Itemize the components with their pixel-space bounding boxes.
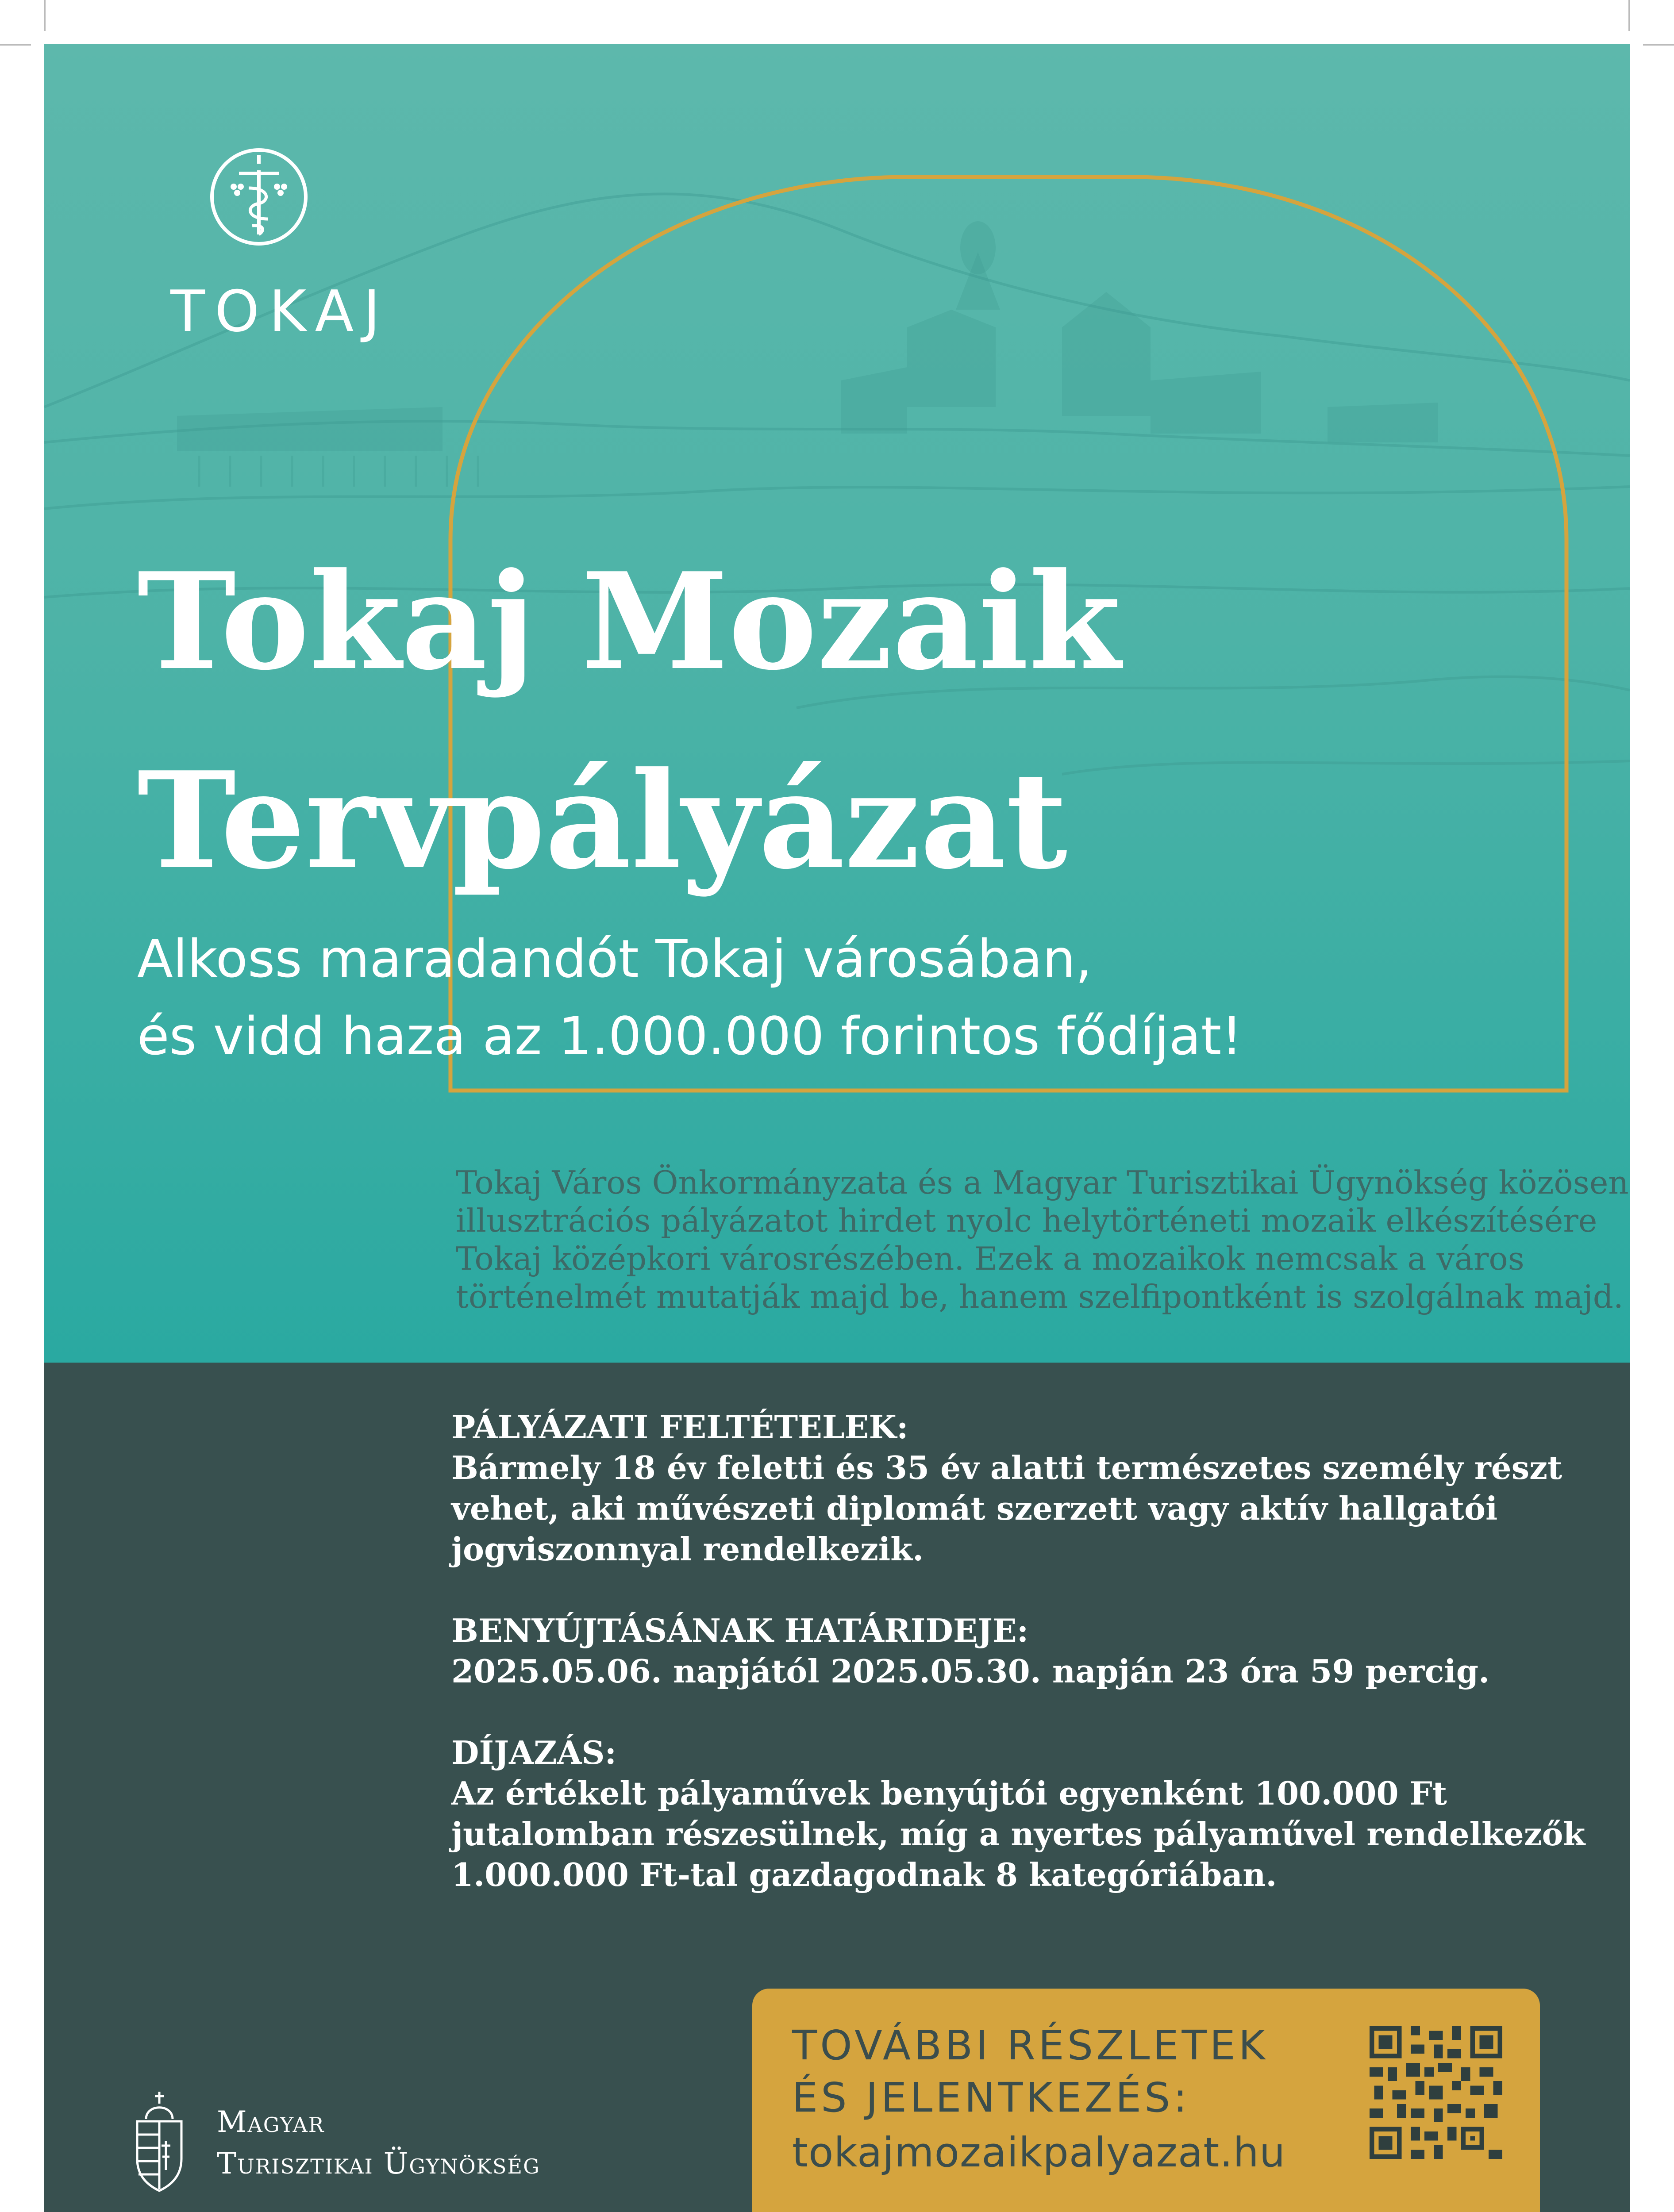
prizes-section [451, 1732, 1585, 1895]
prizes-heading: DÍJAZÁS: [451, 1734, 617, 1771]
qr-code-icon[interactable] [1370, 2026, 1502, 2159]
title-line-1: Tokaj Mozaik [137, 543, 1121, 699]
subtitle [137, 920, 1553, 1075]
deadline-section [451, 1610, 1558, 1692]
cta-text [792, 2020, 1367, 2181]
hero-section [44, 44, 1630, 1363]
eligibility-line: Bármely 18 év feletti és 35 év alatti természetes személy részt [451, 1449, 1562, 1486]
poster [44, 44, 1630, 2212]
deadline-heading: BENYÚJTÁSÁNAK HATÁRIDEJE: [451, 1612, 1029, 1649]
crop-mark-top-right [1628, 0, 1630, 31]
eligibility-heading: PÁLYÁZATI FELTÉTELEK: [451, 1408, 908, 1446]
crop-mark-top-right-h [1643, 44, 1674, 46]
mtu-line-1: Magyar [217, 2105, 325, 2139]
mtu-line-2: Turisztikai Ügynökség [217, 2147, 540, 2181]
subtitle-line-1: Alkoss maradandót Tokaj városában, [137, 928, 1092, 989]
hungarian-coat-of-arms-icon [126, 2088, 192, 2194]
title-line-2: Tervpályázat [137, 742, 1068, 899]
deadline-line: 2025.05.06. napjától 2025.05.30. napján 23 óra 59 percig. [451, 1652, 1490, 1690]
intro-line: illusztrációs pályázatot hirdet nyolc helytörténeti mozaik elkészítésére [456, 1202, 1597, 1239]
prizes-line: Az értékelt pályaművek benyújtói egyenként 100.000 Ft [451, 1774, 1447, 1812]
intro-line: történelmét mutatják majd be, hanem szelfipontként is szolgálnak majd. [456, 1278, 1624, 1315]
subtitle-line-2: és vidd haza az 1.000.000 forintos fődíjat! [137, 1006, 1243, 1067]
intro-line: Tokaj középkori városrészében. Ezek a mozaikok nemcsak a város [456, 1240, 1524, 1277]
prizes-line: 1.000.000 Ft-tal gazdagodnak 8 kategóriában. [451, 1856, 1277, 1893]
intro-line: Tokaj Város Önkormányzata és a Magyar Turisztikai Ügynökség közösen [456, 1164, 1629, 1201]
crop-mark-top-left [44, 0, 46, 31]
mtu-wordmark [217, 2101, 540, 2185]
cta-box[interactable] [752, 1989, 1540, 2212]
eligibility-line: jogviszonnyal rendelkezik. [451, 1530, 924, 1568]
tokaj-wordmark: TOKAJ [170, 279, 390, 345]
conditions-section [451, 1407, 1585, 1936]
crop-mark-top-left-h [0, 44, 31, 46]
cta-url-link[interactable]: tokajmozaikpalyazat.hu [792, 2129, 1286, 2176]
tokaj-logo-icon [208, 146, 310, 248]
mtu-logo [126, 2088, 657, 2203]
intro-paragraph [456, 1164, 1629, 1316]
cta-line-1: TOVÁBBI RÉSZLETEK [792, 2022, 1269, 2069]
prizes-line: jutalomban részesülnek, míg a nyertes pályaművel rendelkezők [451, 1815, 1585, 1853]
page-title [137, 522, 1509, 920]
eligibility-line: vehet, aki művészeti diplomát szerzett vagy aktív hallgatói [451, 1490, 1498, 1527]
eligibility-section [451, 1407, 1562, 1570]
cta-line-2: ÉS JELENTKEZÉS: [792, 2074, 1190, 2121]
